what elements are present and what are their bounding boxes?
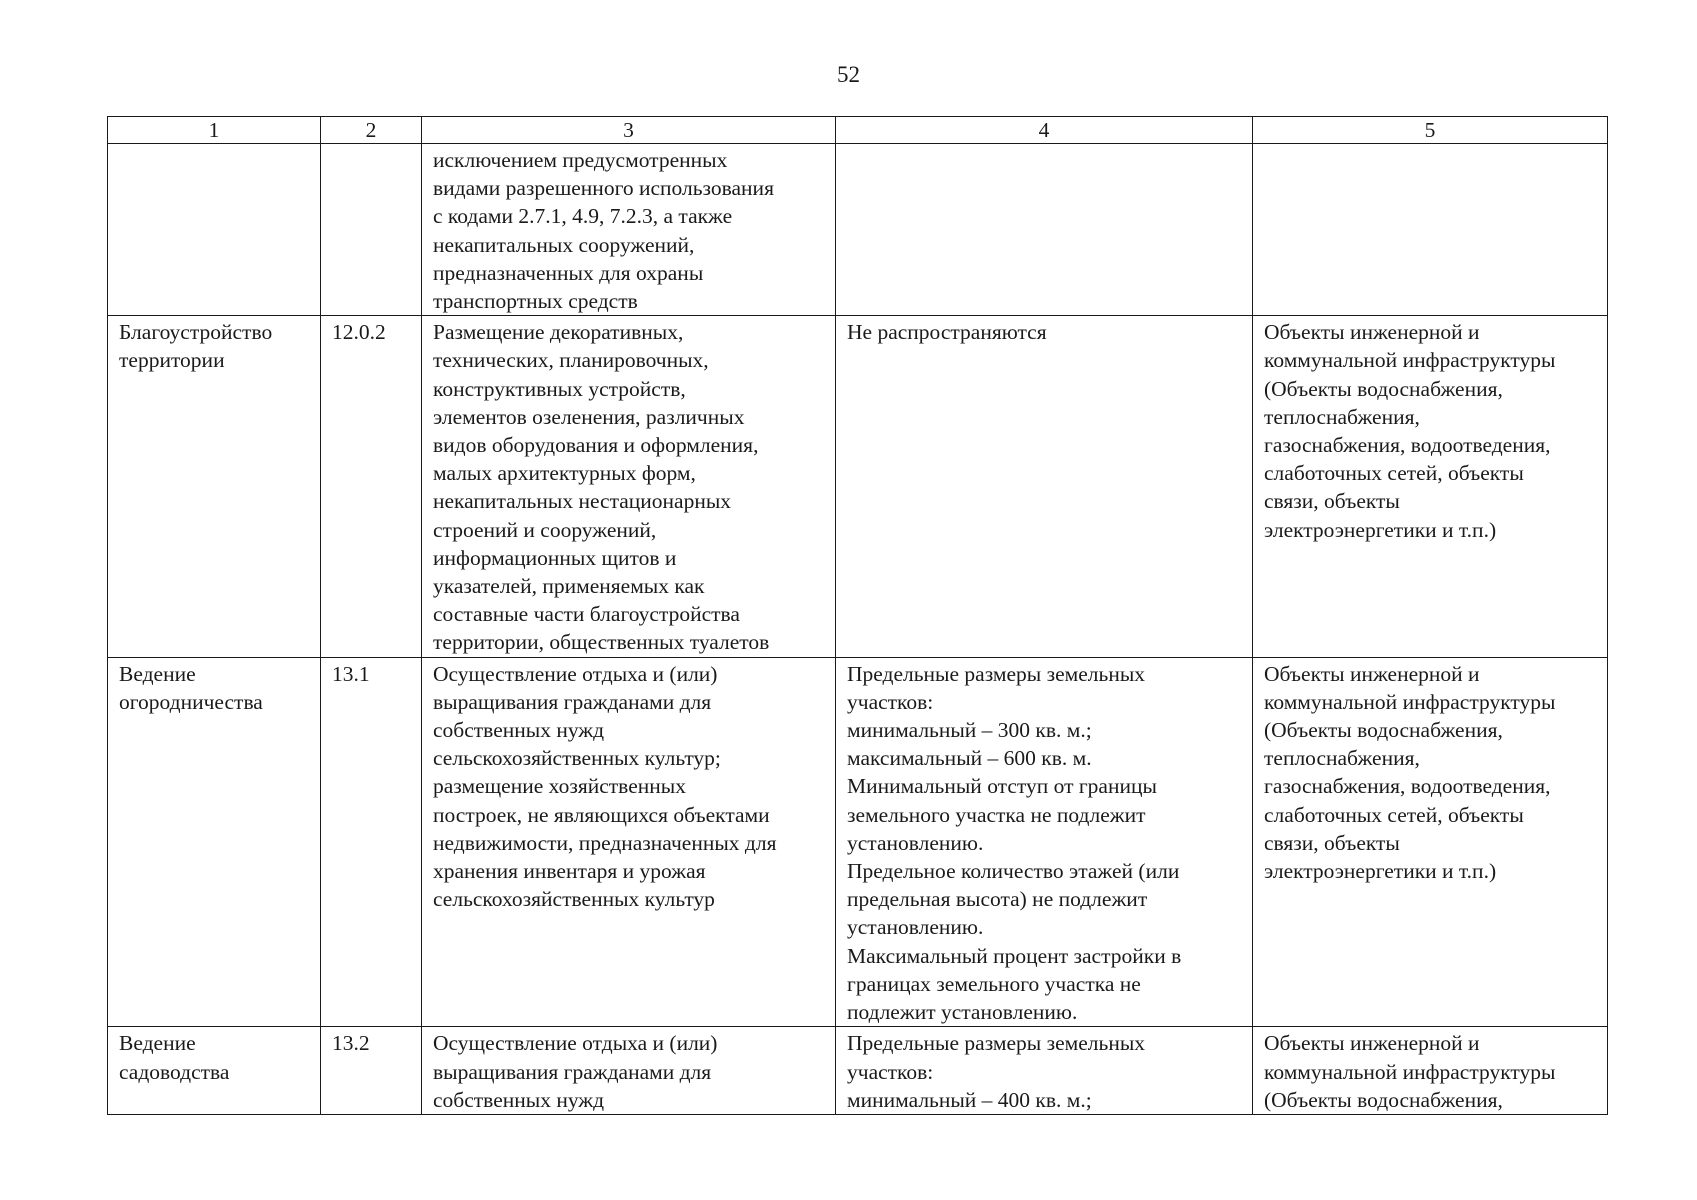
table-header-row (108, 117, 1608, 144)
auxiliary-objects-cell: Объекты инженерной и коммунальной инфраструктуры (Объекты водоснабжения, теплоснабжения, газоснабжения, водоотведения, слаботочных сетей, объекты связи, объекты электроэнергетики и т.п.) (1253, 316, 1608, 657)
auxiliary-objects-cell (1253, 144, 1608, 316)
header-col-1: 1 (108, 117, 321, 144)
use-name-cell (108, 144, 321, 316)
use-code-cell: 13.2 (321, 1027, 422, 1115)
header-col-3: 3 (422, 117, 836, 144)
zoning-table (107, 116, 1608, 1115)
use-code-cell: 13.1 (321, 657, 422, 1027)
auxiliary-objects-cell: Объекты инженерной и коммунальной инфраструктуры (Объекты водоснабжения, (1253, 1027, 1608, 1115)
header-col-2: 2 (321, 117, 422, 144)
use-name-cell: Ведение огородничества (108, 657, 321, 1027)
header-col-4: 4 (836, 117, 1253, 144)
use-code-cell (321, 144, 422, 316)
table-row (108, 1027, 1608, 1115)
parameters-cell: Предельные размеры земельных участков: минимальный – 400 кв. м.; (836, 1027, 1253, 1115)
table-row (108, 316, 1608, 657)
parameters-cell: Не распространяются (836, 316, 1253, 657)
table-row (108, 144, 1608, 316)
use-description-cell: Осуществление отдыха и (или) выращивания гражданами для собственных нужд сельскохозяйственных культур; размещение хозяйственных построек, не являющихся объектами недвижимости, предназначенных для хранения инвентаря и урожая сельскохозяйственных культур (422, 657, 836, 1027)
table-row (108, 657, 1608, 1027)
use-name-cell: Ведение садоводства (108, 1027, 321, 1115)
use-description-cell: исключением предусмотренных видами разрешенного использования с кодами 2.7.1, 4.9, 7.2.3, а также некапитальных сооружений, предназначенных для охраны транспортных средств (422, 144, 836, 316)
auxiliary-objects-cell: Объекты инженерной и коммунальной инфраструктуры (Объекты водоснабжения, теплоснабжения, газоснабжения, водоотведения, слаботочных сетей, объекты связи, объекты электроэнергетики и т.п.) (1253, 657, 1608, 1027)
use-name-cell: Благоустройство территории (108, 316, 321, 657)
use-code-cell: 12.0.2 (321, 316, 422, 657)
parameters-cell (836, 144, 1253, 316)
header-col-5: 5 (1253, 117, 1608, 144)
use-description-cell: Осуществление отдыха и (или) выращивания гражданами для собственных нужд (422, 1027, 836, 1115)
parameters-cell: Предельные размеры земельных участков: минимальный – 300 кв. м.; максимальный – 600 кв. м. Минимальный отступ от границы земельного участка не подлежит установлению. Предельное количество этажей (или предельная высота) не подлежит установлению. Максимальный процент застройки в границах земельного участка не подлежит установлению. (836, 657, 1253, 1027)
use-description-cell: Размещение декоративных, технических, планировочных, конструктивных устройств, элементов озеленения, различных видов оборудования и оформления, малых архитектурных форм, некапитальных нестационарных строений и сооружений, информационных щитов и указателей, применяемых как составные части благоустройства территории, общественных туалетов (422, 316, 836, 657)
page-number: 52 (837, 62, 860, 87)
